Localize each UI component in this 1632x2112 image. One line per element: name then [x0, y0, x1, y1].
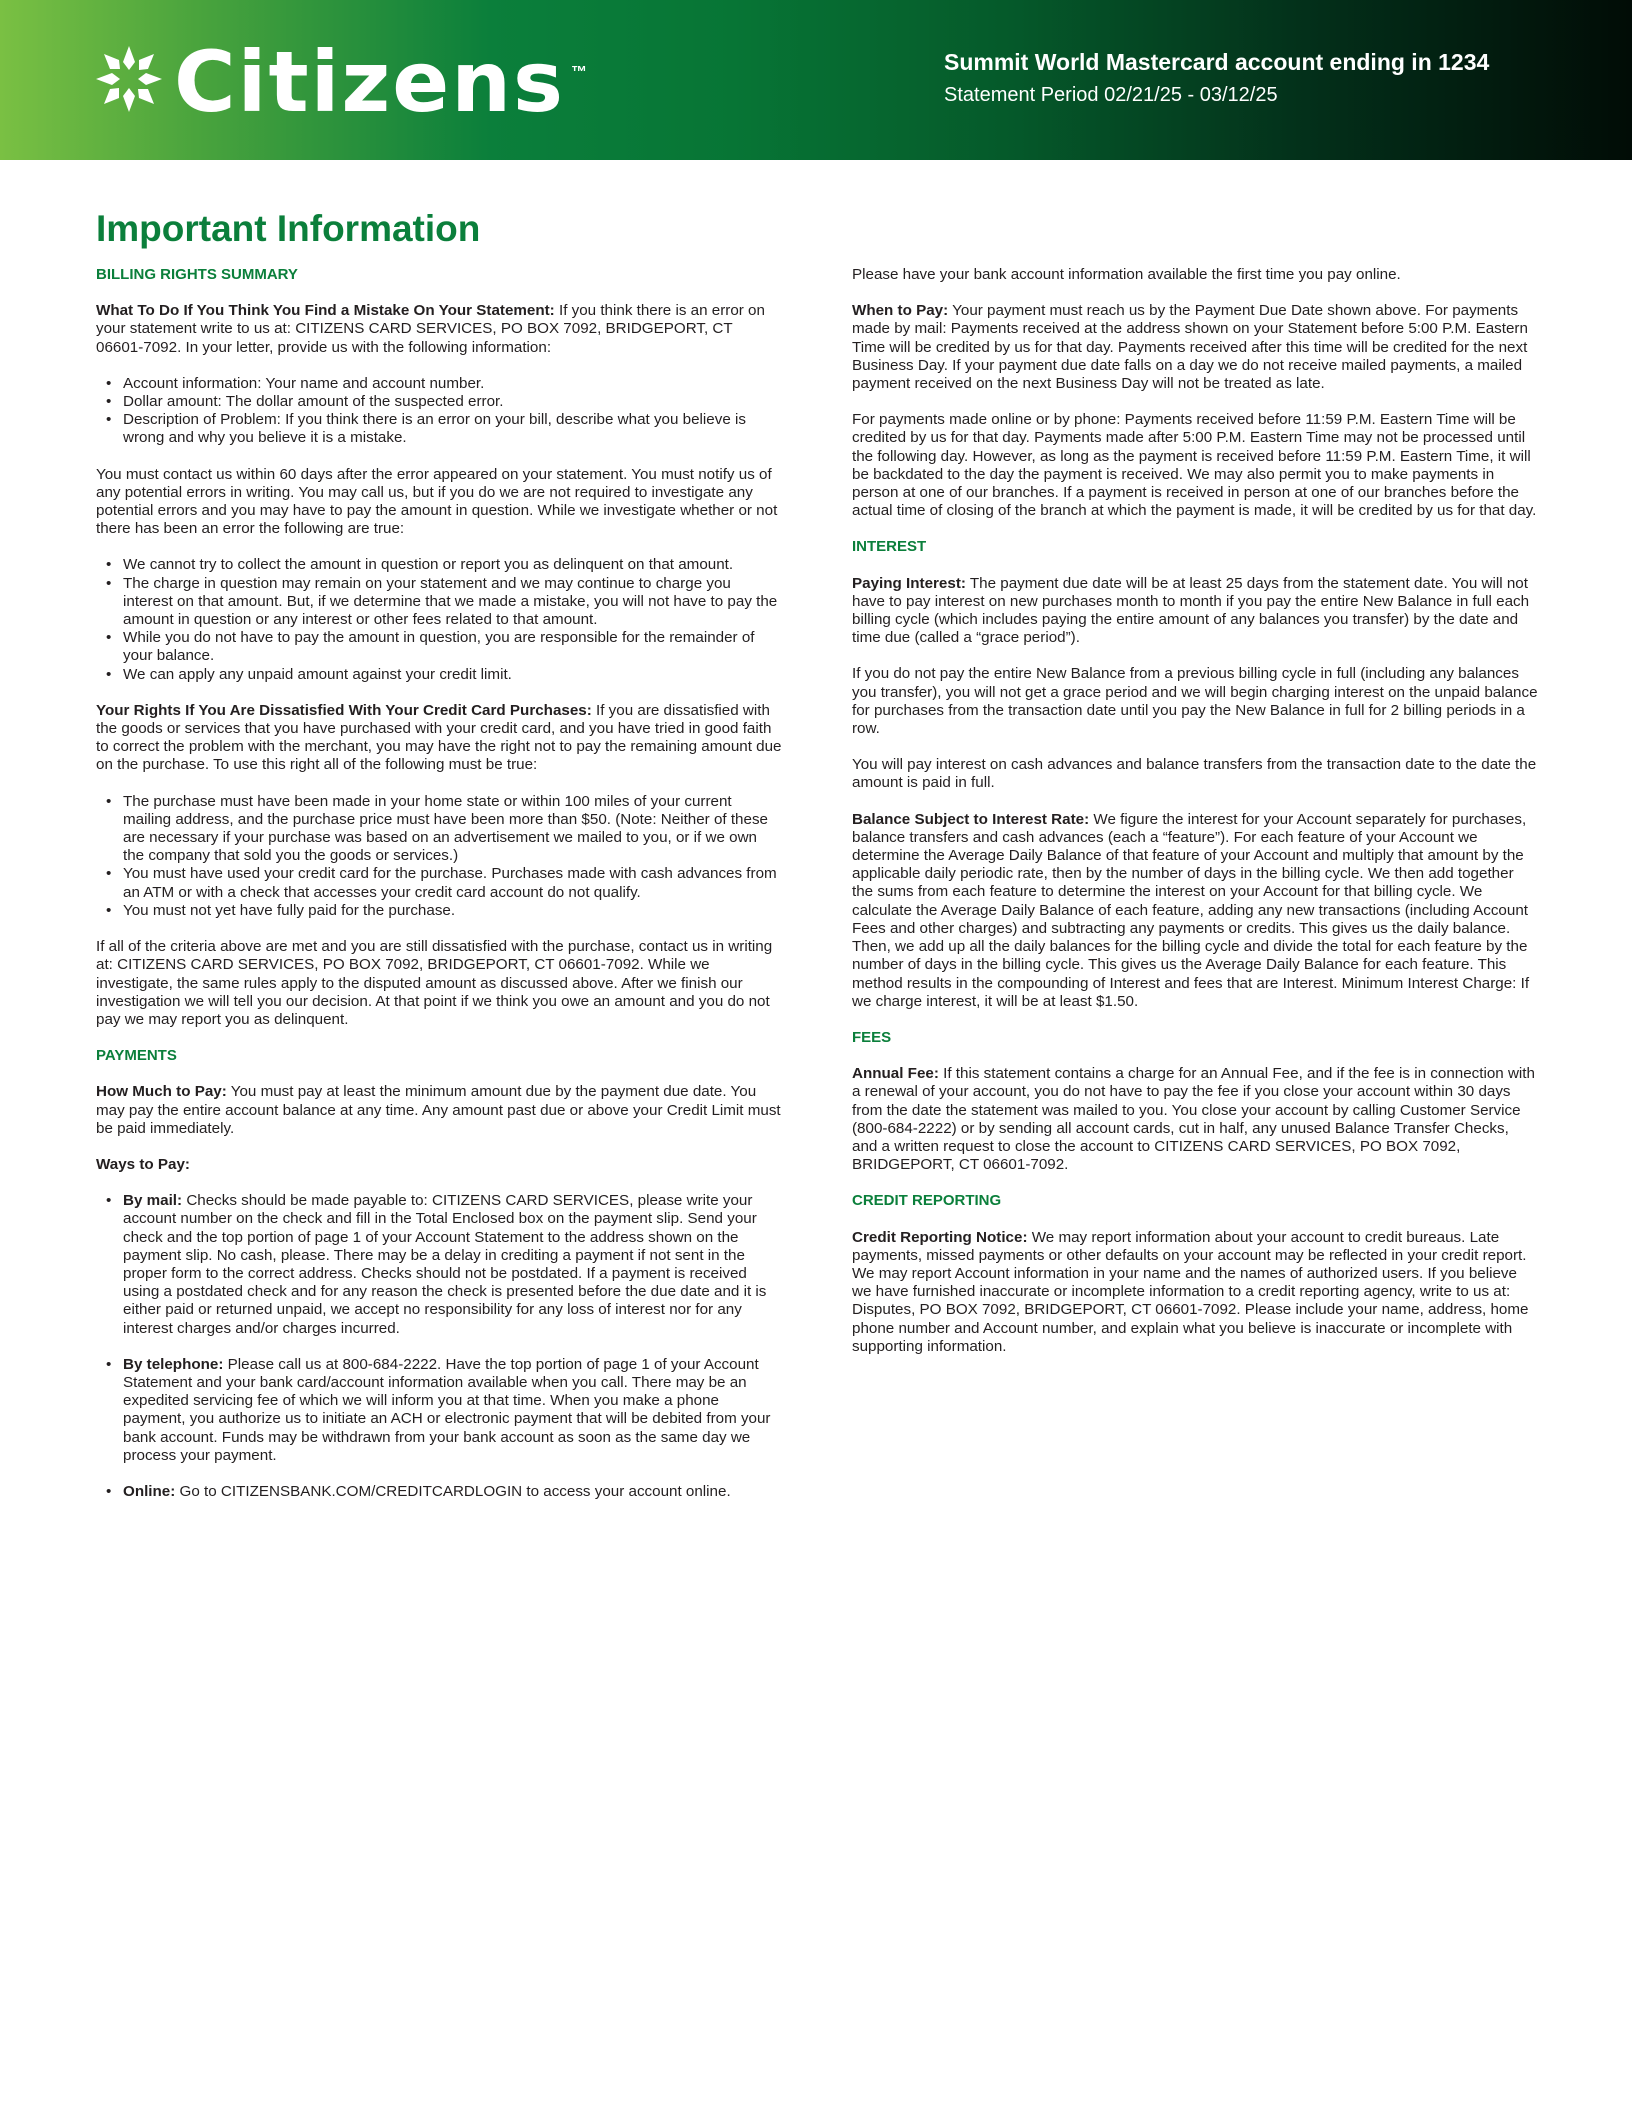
paying-interest-paragraph: [852, 575, 1538, 648]
credit-reporting-heading: CREDIT REPORTING: [852, 1192, 1002, 1210]
fees-heading: FEES: [852, 1028, 892, 1046]
when-to-pay-text: Your payment must reach us by the Payment Due Date shown above. For payments made by mail: Payments received at the address shown on your Statement before 5:00 P.M. Eastern Time will be credited by us for that day. Payments received after this time will be credited for the next Business Day. If your payment due date falls on a day we do not receive mailed payments, a mailed payment received on the next Business Day will not be treated as late.: [852, 302, 1528, 393]
pay-method-text: Please call us at 800-684-2222. Have the top portion of page 1 of your Account Statement and your bank card/account information available when you call. There may be an expedited servicing fee of which we will inform you at that time. When you make a phone payment, you authorize us to initiate an ACH or electronic payment that will be debited from your bank account. Funds may be withdrawn from your bank account as soon as the same day we process your payment.: [123, 1355, 771, 1464]
grace-period-paragraph: If you do not pay the entire New Balance from a previous billing cycle in full (including any balances you transfer), you will not get a grace period and we will begin charging interest on the unpaid balance for purchases from the transaction date until you pay the New Balance in full for 2 billing periods in a row.: [852, 665, 1538, 738]
paying-interest-label: Paying Interest:: [852, 574, 966, 592]
cash-advance-paragraph: You will pay interest on cash advances and balance transfers from the transaction date to the date the amount is paid in full.: [852, 756, 1537, 792]
pay-by-mail-item: [96, 1192, 782, 1338]
list-item: • While you do not have to pay the amount in question, you are responsible for the remainder of your balance.: [96, 629, 782, 665]
when-to-pay-paragraph: [852, 302, 1538, 393]
credit-reporting-label: Credit Reporting Notice:: [852, 1228, 1028, 1246]
ways-to-pay-list: [96, 1192, 782, 1501]
pay-method-label: Online:: [123, 1482, 176, 1500]
balance-subject-text: We figure the interest for your Account separately for purchases, balance transfers and cash advances (each a “feature”). For each feature of your Account we determine the Average Daily Balance of that feature of your Account and multiply that amount by the applicable daily periodic rate, then by the number of days in the billing cycle. We then add together the sums from each feature to determine the interest on your Account for that billing cycle. We calculate the Average Daily Balance of each feature, adding any new transactions (including Account Fees and other charges) and subtracting any payments or credits. This gives us the daily balance. Then, we add up all the daily balances for the billing cycle and divide the total for each feature by the number of days in the billing cycle. This gives us the Average Daily Balance for each feature. This method results in the compounding of Interest and fees that are Interest. Minimum Interest Charge: If we charge interest, it will be at least $1.50.: [852, 810, 1530, 1010]
list-item: • You must have used your credit card for the purchase. Purchases made with cash advances from an ATM or with a check that accesses your credit card account do not qualify.: [96, 865, 782, 901]
payments-heading: PAYMENTS: [96, 1047, 177, 1065]
ways-to-pay-label: Ways to Pay:: [96, 1155, 190, 1173]
statement-period: Statement Period 02/21/25 - 03/12/25: [944, 84, 1278, 106]
right-column: [852, 266, 1538, 1374]
page-title: Important Information: [96, 208, 481, 249]
rights-criteria-list: [96, 793, 782, 920]
contact-paragraph: You must contact us within 60 days after the error appeared on your statement. You must notify us of any potential errors in writing. You may call us, but if you do we are not required to investigate any potential errors and you may have to pay the amount in question. While we investigate whether or not there has been an error the following are true:: [96, 465, 778, 538]
mistake-info-list: [96, 375, 782, 448]
pay-by-phone-item: [96, 1356, 782, 1465]
citizens-asterisk-icon: [94, 44, 164, 114]
list-item: • The charge in question may remain on your statement and we may continue to charge you interest on that amount. But, if we determine that we made a mistake, you will not have to pay the amount in question or any interest or other fees related to that amount.: [96, 575, 782, 630]
account-summary: [944, 48, 1489, 108]
rights-paragraph: [96, 702, 782, 775]
pay-online-item: [96, 1483, 782, 1501]
list-item: • Account information: Your name and account number.: [96, 375, 782, 393]
investigation-list: [96, 556, 782, 683]
balance-subject-label: Balance Subject to Interest Rate:: [852, 810, 1090, 828]
when-to-pay-label: When to Pay:: [852, 302, 949, 320]
credit-reporting-text: We may report information about your account to credit bureaus. Late payments, missed payments or other defaults on your account may be reflected in your credit report. We may report Account information in your name and the names of authorized users. If you believe we have furnished inaccurate or incomplete information to a credit reporting agency, write to us at: Disputes, PO BOX 7092, BRIDGEPORT, CT 06601-7092. Please include your name, address, home phone number and Account number, and explain what you believe is inaccurate or incomplete with supporting information.: [852, 1228, 1529, 1355]
rights-label: Your Rights If You Are Dissatisfied With Your Credit Card Purchases:: [96, 701, 592, 719]
list-item: • We can apply any unpaid amount against your credit limit.: [96, 666, 782, 684]
credit-reporting-paragraph: [852, 1229, 1538, 1356]
bank-info-paragraph: Please have your bank account information available the first time you pay online.: [852, 266, 1401, 283]
pay-method-label: By mail:: [123, 1192, 183, 1210]
how-much-label: How Much to Pay:: [96, 1083, 227, 1101]
trademark-symbol: ™: [571, 64, 588, 81]
account-title: Summit World Mastercard account ending in 1234: [944, 49, 1490, 75]
list-item: • Description of Problem: If you think there is an error on your bill, describe what you believe is wrong and why you believe it is a mistake.: [96, 411, 782, 447]
brand-wordmark: Citizens: [174, 33, 566, 131]
pay-method-text: Checks should be made payable to: CITIZENS CARD SERVICES, please write your account number on the check and fill in the Total Enclosed box on the payment slip. Send your check and the top portion of page 1 of your Account Statement to the address shown on the payment slip. No cash, please. There may be a delay in crediting a payment if not sent in the proper form to the correct address. Checks should not be postdated. If a payment is received using a postdated check and for any reason the check is presented before the due date and it is either paid or returned unpaid, we accept no responsibility for any loss of interest nor for any interest charges and/or charges incurred.: [123, 1192, 767, 1337]
mistake-paragraph: [96, 302, 782, 357]
left-column: [96, 266, 782, 1519]
paying-interest-text: The payment due date will be at least 25 days from the statement date. You will not have to pay interest on new purchases month to month if you pay the entire New Balance in full each billing cycle (which includes paying the entire amount of any balances you transfer) by the date and time due (called a “grace period”).: [852, 574, 1530, 647]
billing-rights-heading: BILLING RIGHTS SUMMARY: [96, 266, 298, 283]
interest-heading: INTEREST: [852, 538, 927, 556]
citizens-logo: [94, 33, 588, 131]
pay-method-label: By telephone:: [123, 1355, 224, 1373]
pay-method-text: Go to CITIZENSBANK.COM/CREDITCARDLOGIN to access your account online.: [175, 1482, 731, 1500]
mistake-label: What To Do If You Think You Find a Mistake On Your Statement:: [96, 302, 555, 320]
online-phone-paragraph: For payments made online or by phone: Payments received before 11:59 P.M. Eastern Time will be credited by us for that day. Payments made after 5:00 P.M. Eastern Time may not be processed until the following day. However, as long as the payment is received before 11:59 P.M. Eastern Time, it will be backdated to the day the payment is received. We may also permit you to make payments in person at one of our branches. If a payment is received in person at one of our branches before the actual time of closing of the branch at which the payment is made, it will be credited by us for that day.: [852, 411, 1537, 520]
statement-header: [0, 0, 1632, 160]
balance-subject-paragraph: [852, 811, 1538, 1011]
list-item: • We cannot try to collect the amount in question or report you as delinquent on that amount.: [96, 556, 782, 574]
annual-fee-label: Annual Fee:: [852, 1065, 939, 1083]
annual-fee-paragraph: [852, 1065, 1538, 1174]
list-item: • You must not yet have fully paid for the purchase.: [96, 902, 782, 920]
list-item: • Dollar amount: The dollar amount of the suspected error.: [96, 393, 782, 411]
mistake-text: If you think there is an error on your statement write to us at: CITIZENS CARD SERVICES, PO BOX 7092, BRIDGEPORT, CT 06601-7092. In your letter, provide us with the following information:: [96, 302, 765, 356]
list-item: • The purchase must have been made in your home state or within 100 miles of your current mailing address, and the purchase price must have been more than $50. (Note: Neither of these are necessary if your purchase was based on an advertisement we mailed to you, or if we own the company that sold you the goods or services.): [96, 793, 782, 866]
rights-text: If you are dissatisfied with the goods or services that you have purchased with your credit card, and you have tried in good faith to correct the problem with the merchant, you may have the right not to pay the remaining amount due on the purchase. To use this right all of the following must be true:: [96, 701, 782, 774]
how-much-text: You must pay at least the minimum amount due by the payment due date. You may pay the entire account balance at any time. Any amount past due or above your Credit Limit must be paid immediately.: [96, 1083, 781, 1137]
annual-fee-text: If this statement contains a charge for an Annual Fee, and if the fee is in connection with a renewal of your account, you do not have to pay the fee if you close your account within 30 days from the date the statement was mailed to you. You close your account by calling Customer Service (800-684-2222) or by sending all account cards, cut in half, any unused Balance Transfer Checks, and a written request to close the account to CITIZENS CARD SERVICES, PO BOX 7092, BRIDGEPORT, CT 06601-7092.: [852, 1065, 1535, 1174]
criteria-paragraph: If all of the criteria above are met and you are still dissatisfied with the purchase, contact us in writing at: CITIZENS CARD SERVICES, PO BOX 7092, BRIDGEPORT, CT 06601-7092. While we investigate, the same rules apply to the disputed amount as discussed above. After we finish our investigation we will tell you our decision. At that point if we think you owe an amount and you do not pay we may report you as delinquent.: [96, 938, 773, 1028]
how-much-paragraph: [96, 1083, 782, 1138]
